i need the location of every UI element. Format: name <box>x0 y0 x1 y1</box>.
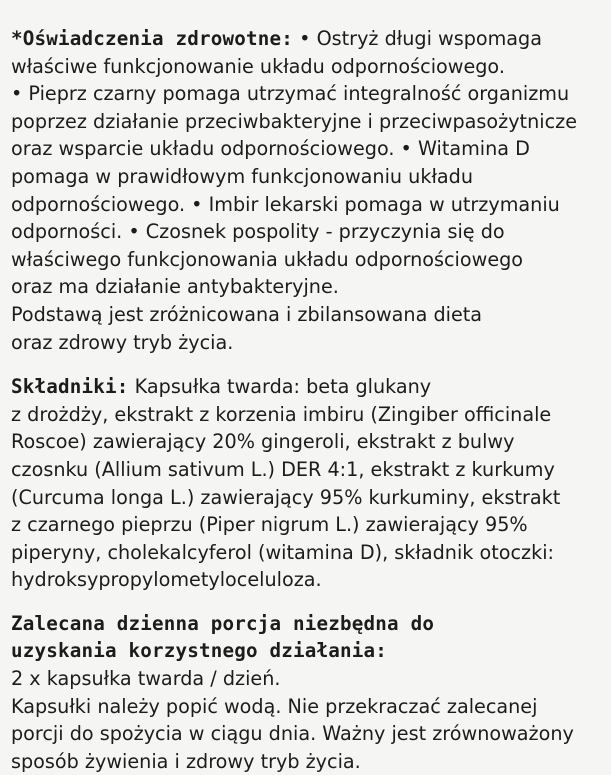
dosage-heading: uzyskania korzystnego działania: <box>11 639 388 663</box>
ingredients-line: Roscoe) zawierający 20% gingeroli, ekstrakt z bulwy <box>11 430 515 454</box>
health-claims-line: pomaga w prawidłowym funkcjonowaniu układu <box>11 164 473 188</box>
section-spacer <box>0 594 611 610</box>
dosage-line: porcji do spożycia w ciągu dnia. Ważny jest zrównoważony <box>11 722 574 746</box>
health-claims-line: oraz ma działanie antybakteryjne. <box>11 275 339 299</box>
health-claims-line: odporności. • Czosnek pospolity - przyczynia się do <box>11 220 505 244</box>
ingredients-line: z drożdży, ekstrakt z korzenia imbiru (Zingiber officinale <box>11 402 552 426</box>
dosage-heading: Zalecana dzienna porcja niezbędna do <box>11 611 435 635</box>
ingredients-heading: Składniki: <box>11 375 129 399</box>
ingredients-line: hydroksypropylometyloceluloza. <box>11 568 322 592</box>
ingredients-section <box>0 373 611 594</box>
section-spacer <box>0 356 611 373</box>
health-claims-first-line <box>11 25 611 53</box>
capsule-label: Kapsułka twarda: <box>128 375 300 399</box>
health-claims-line: oraz zdrowy tryb życia. <box>11 330 234 354</box>
dosage-section <box>0 610 611 775</box>
health-claims-line: • Pieprz czarny pomaga utrzymać integralność organizmu <box>11 82 570 106</box>
health-claims-line: właściwego funkcjonowania układu odpornościowego <box>11 247 524 271</box>
ingredients-line: piperyny, cholekalcyferol (witamina D), składnik otoczki: <box>11 540 555 564</box>
health-claims-line: właściwe funkcjonowanie układu odpornościowego. <box>11 54 505 78</box>
health-claims-line: Podstawą jest zróżnicowana i zbilansowana dieta <box>11 302 483 326</box>
health-claims-line: odpornościowego. • Imbir lekarski pomaga w utrzymaniu <box>11 192 560 216</box>
ingredients-first-line <box>11 373 611 401</box>
health-claims-section <box>0 0 611 356</box>
health-claims-heading: *Oświadczenia zdrowotne: <box>11 27 294 50</box>
ingredients-line: (Curcuma longa L.) zawierający 95% kurkuminy, ekstrakt <box>11 485 561 509</box>
dosage-line: 2 x kapsułka twarda / dzień. <box>11 667 281 691</box>
health-claims-line: • Ostryż długi wspomaga <box>293 27 542 50</box>
ingredients-line: z czarnego pieprzu (Piper nigrum L.) zawierający 95% <box>11 513 528 537</box>
ingredients-line: beta glukany <box>299 375 432 399</box>
health-claims-line: oraz wsparcie układu odpornościowego. • Witamina D <box>11 137 530 161</box>
dosage-line: Kapsułki należy popić wodą. Nie przekraczać zalecanej <box>11 694 538 718</box>
health-claims-line: poprzez działanie przeciwbakteryjne i przeciwpasożytnicze <box>11 109 578 133</box>
ingredients-line: czosnku (Allium sativum L.) DER 4:1, ekstrakt z kurkumy <box>11 457 555 481</box>
dosage-line: sposób żywienia i zdrowy tryb życia. <box>11 749 361 773</box>
